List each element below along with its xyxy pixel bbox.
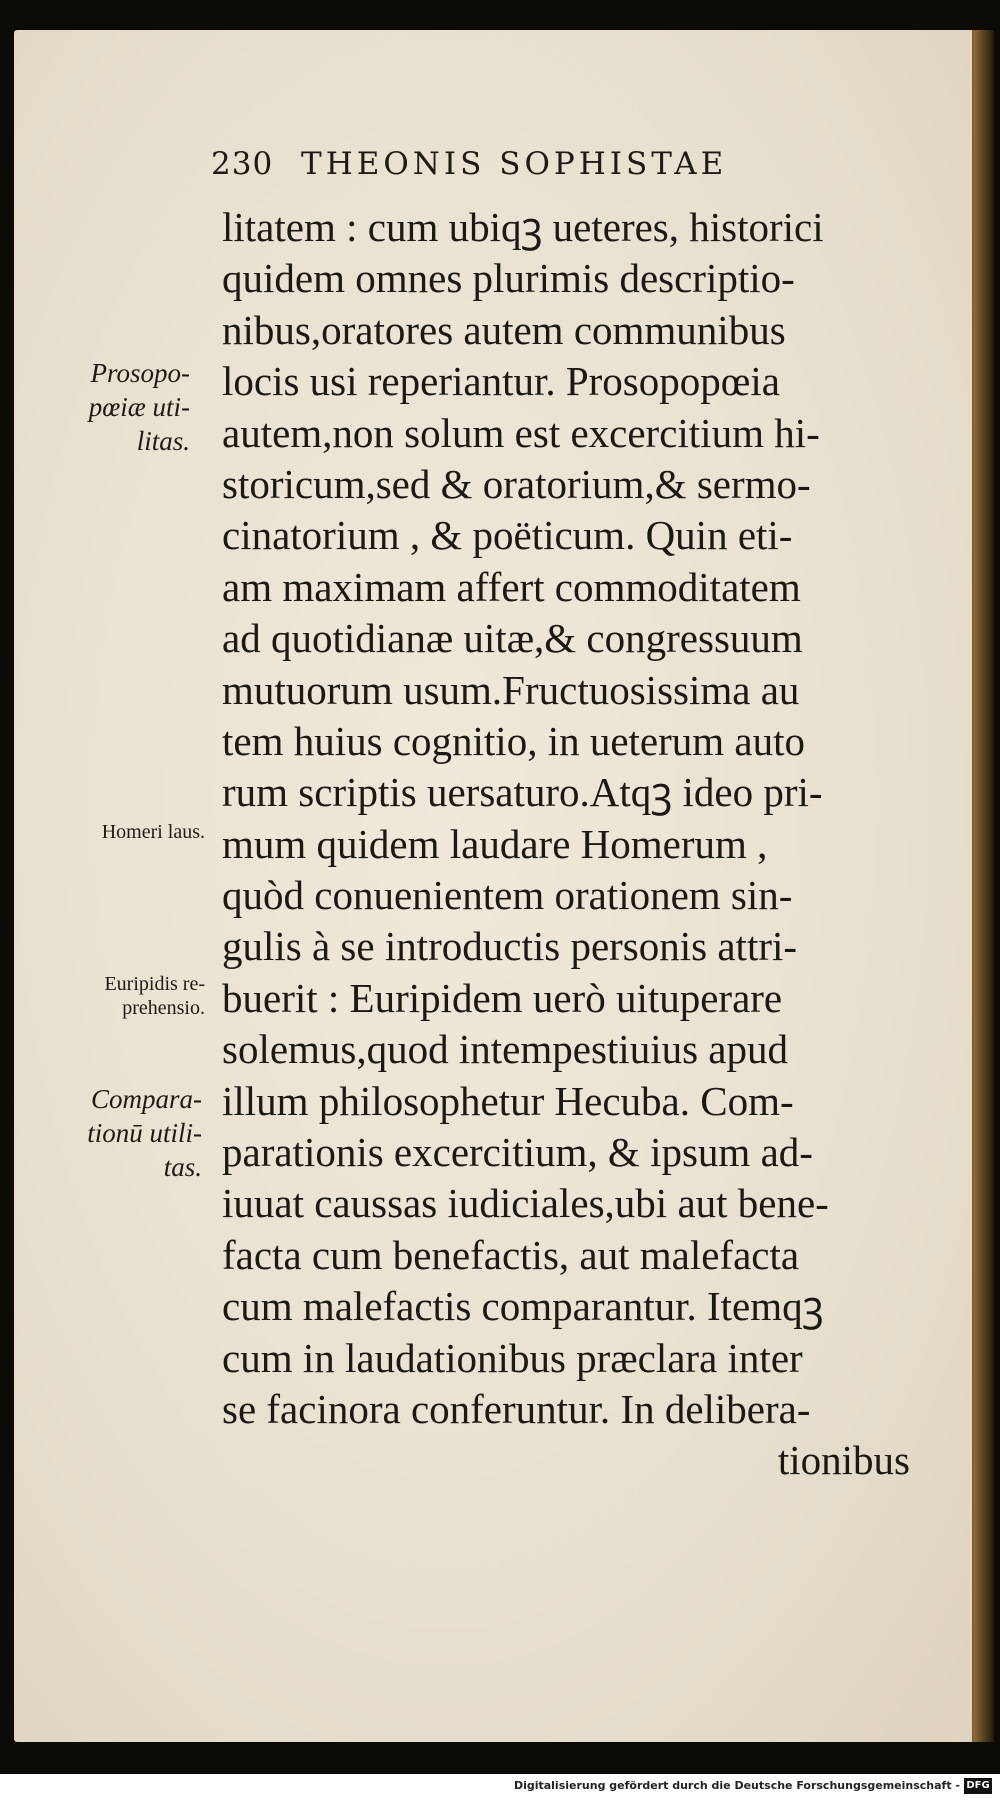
dfg-logo-icon: DFG [964, 1778, 992, 1794]
running-header [211, 146, 871, 182]
text-line: tem huius cognitio, in ueterum auto [222, 717, 806, 764]
text-line: nibus,oratores autem communibus [222, 306, 786, 353]
text-line: cinatorium , & poëticum. Quin eti- [222, 512, 793, 559]
text-line: se facinora conferuntur. In delibera- [222, 1385, 811, 1432]
margin-note-prosopopoeia: Prosopo- pœiæ uti- litas. [88, 358, 190, 456]
text-line: am maximam affert commoditatem [222, 563, 801, 610]
margin-note-euripides: Euripidis re- prehensio. [104, 973, 205, 1019]
margin-note-homer: Homeri laus. [101, 821, 205, 843]
text-line: gulis à se introductis personis attri- [222, 923, 798, 970]
text-line: storicum,sed & oratorium,& sermo- [222, 460, 811, 507]
footer-strip [0, 1774, 1000, 1800]
text-line: cum malefactis comparantur. Itemqꝫ [222, 1283, 824, 1330]
running-head-title: THEONIS SOPHISTAE [301, 146, 728, 182]
funding-credit: Digitalisierung gefördert durch die Deutsche Forschungsgemeinschaft - [513, 1779, 960, 1792]
text-line: ad quotidianæ uitæ,& congressuum [222, 615, 803, 662]
text-line: buerit : Euripidem uerò uituperare [222, 974, 783, 1021]
text-line: quòd conuenientem orationem sin- [222, 872, 793, 919]
text-line: litatem : cum ubiqꝫ ueteres, historici [222, 204, 824, 250]
text-line: parationis excercitium, & ipsum ad- [222, 1129, 813, 1176]
text-line: cum in laudationibus præclara inter [222, 1334, 803, 1381]
text-line: facta cum benefactis, aut malefacta [222, 1231, 800, 1278]
text-line: solemus,quod intempestiuius apud [222, 1026, 788, 1073]
text-line: mum quidem laudare Homerum , [222, 820, 768, 867]
catchword: tionibus [777, 1437, 910, 1484]
text-line: quidem omnes plurimis descriptio- [222, 255, 795, 302]
text-line: illum philosophetur Hecuba. Com- [222, 1077, 794, 1124]
margin-note-comparatio: Compara- tionū utili- tas. [87, 1084, 202, 1182]
text-line: locis usi reperiantur. Prosopopœia [222, 358, 780, 405]
text-line: autem,non solum est excercitium hi- [222, 409, 820, 456]
text-line: iuuat caussas iudiciales,ubi aut bene- [222, 1180, 829, 1227]
page-number: 230 [211, 146, 274, 182]
body-text [222, 202, 922, 1487]
text-line: rum scriptis uersaturo.Atqꝫ ideo pri- [222, 769, 823, 816]
text-line: mutuorum usum.Fructuosissima au [222, 666, 800, 713]
